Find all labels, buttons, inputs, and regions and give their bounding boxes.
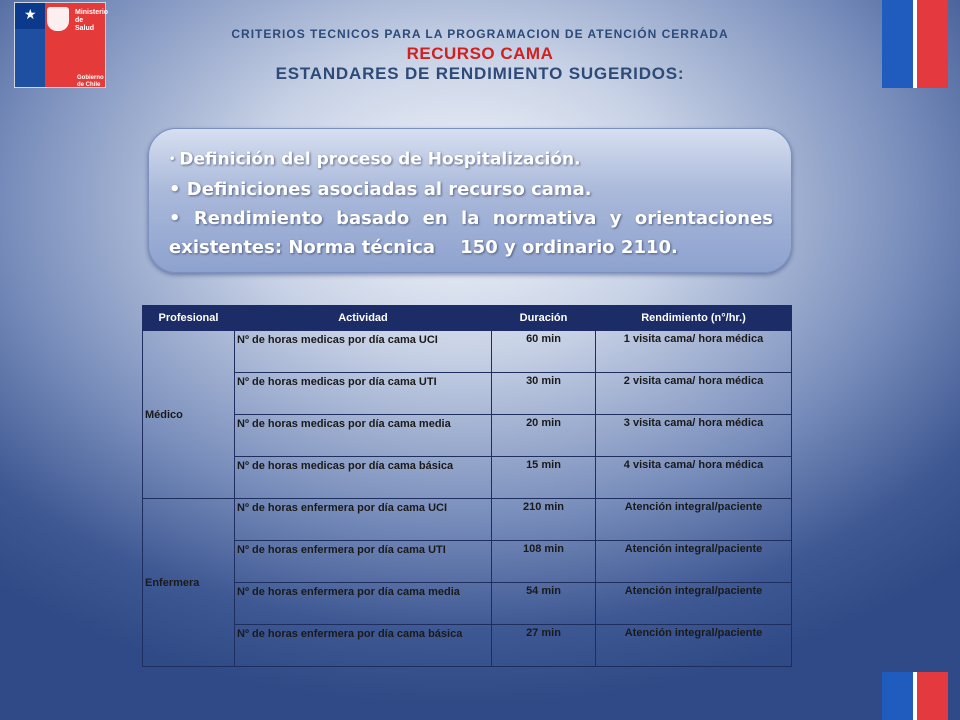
cell-actividad: Nº de horas enfermera por día cama básica (235, 625, 492, 667)
header-rendimiento: Rendimiento (n°/hr.) (596, 306, 792, 331)
header-title-line2: RECURSO CAMA (406, 44, 554, 63)
bullet-icon: • (169, 178, 181, 200)
cell-actividad: Nº de horas medicas por día cama media (235, 415, 492, 457)
cell-rendimiento: Atención integral/paciente (596, 541, 792, 583)
table-row (143, 373, 792, 415)
header-title-line1: CRITERIOS TECNICOS PARA LA PROGRAMACION DE ATENCIÓN CERRADA (231, 27, 729, 41)
flag-bars-bottom (882, 672, 948, 720)
cell-rendimiento: Atención integral/paciente (596, 583, 792, 625)
cell-actividad: Nº de horas medicas por día cama básica (235, 457, 492, 499)
bullet-icon: • (169, 154, 176, 165)
cell-actividad: Nº de horas medicas por día cama UTI (235, 373, 492, 415)
bullet-icon: • (169, 207, 181, 229)
cell-duracion: 27 min (492, 625, 596, 667)
cell-duracion: 54 min (492, 583, 596, 625)
table-row (143, 415, 792, 457)
table-row (143, 583, 792, 625)
cell-rendimiento: Atención integral/paciente (596, 625, 792, 667)
bullet-item: • Definiciones asociadas al recurso cama. (169, 175, 773, 204)
cell-duracion: 20 min (492, 415, 596, 457)
cell-rendimiento: 3 visita cama/ hora médica (596, 415, 792, 457)
cell-duracion: 210 min (492, 499, 596, 541)
cell-profesional-medico: Médico (143, 331, 235, 499)
header-actividad: Actividad (235, 306, 492, 331)
table-row (143, 499, 792, 541)
table-row (143, 541, 792, 583)
cell-profesional-enfermera: Enfermera (143, 499, 235, 667)
standards-table (142, 305, 792, 667)
header-profesional: Profesional (143, 306, 235, 331)
table-row (143, 457, 792, 499)
cell-rendimiento: 1 visita cama/ hora médica (596, 331, 792, 373)
cell-actividad: Nº de horas enfermera por día cama media (235, 583, 492, 625)
cell-actividad: Nº de horas enfermera por día cama UTI (235, 541, 492, 583)
table-row (143, 625, 792, 667)
star-icon: ★ (24, 7, 37, 23)
cell-duracion: 60 min (492, 331, 596, 373)
cell-actividad: Nº de horas enfermera por día cama UCI (235, 499, 492, 541)
logo-footer: Gobierno de Chile (77, 75, 104, 88)
cell-actividad: Nº de horas medicas por día cama UCI (235, 331, 492, 373)
header-title-line3: ESTANDARES DE RENDIMIENTO SUGERIDOS: (275, 64, 685, 83)
cell-duracion: 15 min (492, 457, 596, 499)
header-duracion: Duración (492, 306, 596, 331)
cell-rendimiento: 4 visita cama/ hora médica (596, 457, 792, 499)
cell-duracion: 30 min (492, 373, 596, 415)
table-header-row (143, 306, 792, 331)
bullet-item: • Definición del proceso de Hospitalización. (169, 145, 773, 175)
logo-line1: Ministerio de (75, 9, 109, 24)
logo-line2: Salud (75, 25, 95, 32)
cell-rendimiento: Atención integral/paciente (596, 499, 792, 541)
bullet-box (148, 128, 792, 273)
table-row (143, 331, 792, 373)
cell-rendimiento: 2 visita cama/ hora médica (596, 373, 792, 415)
cell-duracion: 108 min (492, 541, 596, 583)
bullet-item: • Rendimiento basado en la normativa y orientaciones existentes: Norma técnica 150 y ordinario 2110. (169, 204, 773, 262)
